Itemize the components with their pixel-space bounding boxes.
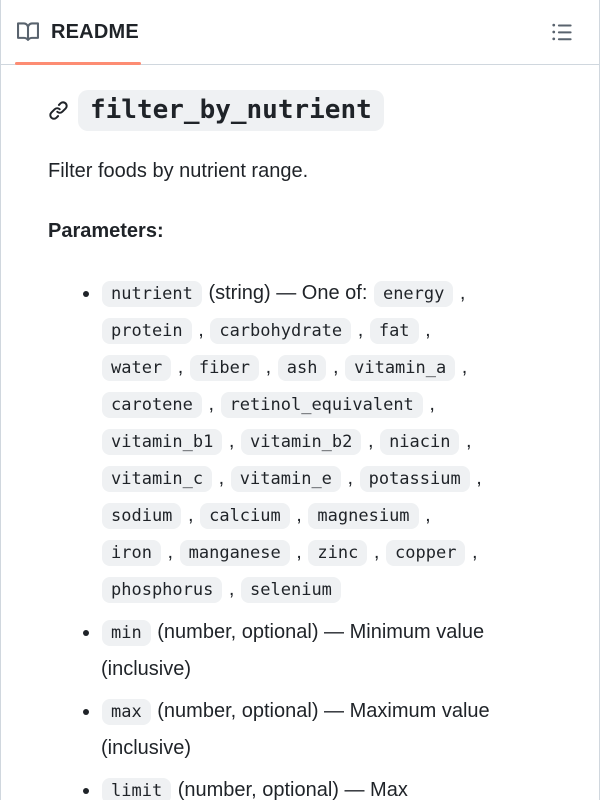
nutrient-option-chip: water	[102, 355, 171, 381]
nutrient-option-chip: manganese	[180, 540, 290, 566]
parameter-name-chip: limit	[102, 778, 171, 800]
link-icon	[48, 100, 69, 121]
nutrient-option-chip: vitamin_a	[345, 355, 455, 381]
nutrient-option-chip: fat	[370, 318, 419, 344]
parameter-item: • limit (number, optional) — Max	[101, 772, 493, 800]
parameters-list	[48, 275, 557, 800]
nutrient-option-chip: fiber	[190, 355, 259, 381]
nutrient-option-chip: energy	[374, 281, 453, 307]
nutrient-option-chip: potassium	[360, 466, 470, 492]
header-spacer	[141, 0, 545, 64]
parameter-name-chip: max	[102, 699, 151, 725]
readme-tab-label: README	[51, 20, 139, 43]
anchor-link[interactable]	[48, 100, 69, 121]
nutrient-option-chip: phosphorus	[102, 577, 222, 603]
nutrient-option-chip: zinc	[308, 540, 367, 566]
nutrient-option-chip: niacin	[380, 429, 459, 455]
toc-button[interactable]	[545, 15, 579, 49]
parameter-name-chip: min	[102, 620, 151, 646]
function-name-code: filter_by_nutrient	[78, 90, 384, 131]
function-heading	[48, 90, 557, 131]
nutrient-option-chip: magnesium	[308, 503, 418, 529]
nutrient-option-chip: copper	[386, 540, 465, 566]
readme-content	[1, 65, 599, 800]
nutrient-option-chip: vitamin_e	[231, 466, 341, 492]
nutrient-option-chip: retinol_equivalent	[221, 392, 423, 418]
list-unordered-icon	[551, 21, 573, 43]
active-tab-indicator	[15, 62, 141, 65]
function-description: Filter foods by nutrient range.	[48, 159, 309, 182]
nutrient-option-chip: sodium	[102, 503, 181, 529]
nutrient-option-chip: carbohydrate	[210, 318, 351, 344]
nutrient-option-chip: carotene	[102, 392, 202, 418]
nutrient-option-chip: selenium	[241, 577, 341, 603]
nutrient-option-chip: ash	[278, 355, 327, 381]
nutrient-option-chip: calcium	[200, 503, 290, 529]
parameter-name-chip: nutrient	[102, 281, 202, 307]
parameter-item: • min (number, optional) — Minimum value (inclusive)	[101, 614, 493, 687]
readme-header	[1, 0, 599, 65]
nutrient-option-chip: iron	[102, 540, 161, 566]
parameter-item: • nutrient (string) — One of: energy , protein , carbohydrate , fat , water , fiber , ash , vitamin_a , carotene , retinol_equivalent , vitamin_b1 , vitamin_b2 , niacin , vitamin_c , vitamin_e , potassium , sodium , calcium , magnesium , iron , manganese , zinc , copper , phosphorus , selenium	[101, 275, 493, 608]
parameter-item: • max (number, optional) — Maximum value (inclusive)	[101, 693, 493, 766]
nutrient-option-chip: vitamin_b2	[241, 429, 361, 455]
readme-tab[interactable]	[15, 0, 141, 64]
nutrient-option-chip: vitamin_b1	[102, 429, 222, 455]
nutrient-option-chip: protein	[102, 318, 192, 344]
parameters-heading: Parameters:	[48, 219, 164, 242]
nutrient-option-chip: vitamin_c	[102, 466, 212, 492]
book-icon	[17, 21, 39, 43]
